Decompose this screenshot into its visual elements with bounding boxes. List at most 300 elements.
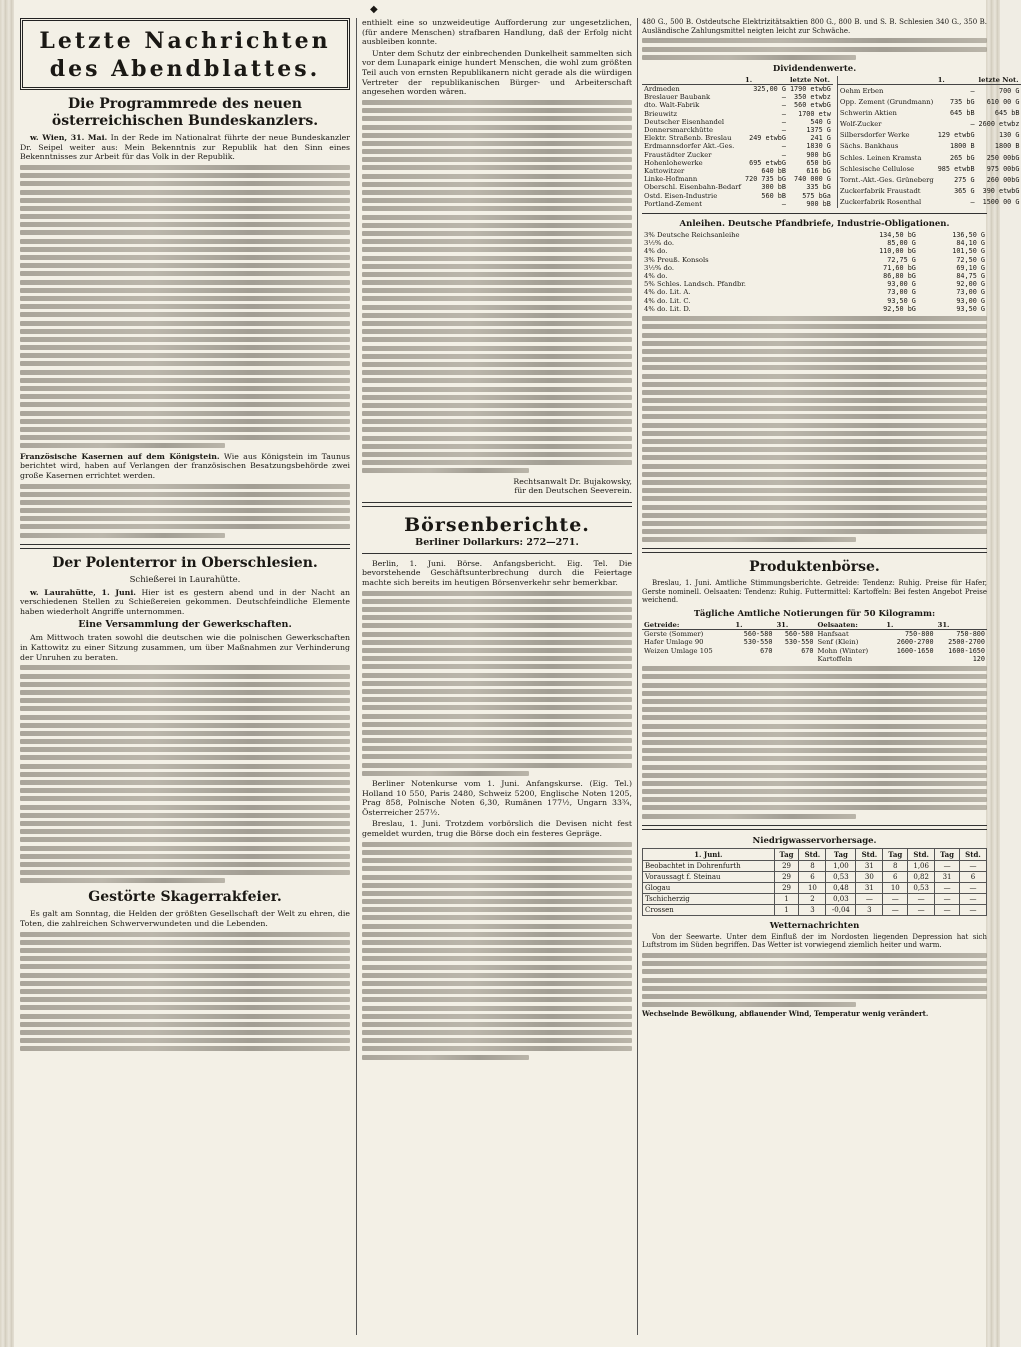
water-col-head: 1. Juni.	[643, 848, 775, 860]
water-cell: 8	[799, 860, 826, 871]
water-cell: —	[883, 893, 908, 904]
stock-price-last: 2600 etwbz	[978, 120, 1020, 129]
weather-forecast: Wechselnde Bewölkung, abflauender Wind, Temperatur wenig verändert.	[642, 1009, 929, 1019]
stock-price-last: 575 bGa	[802, 191, 831, 200]
headline-chancellor-speech: Die Programmrede des neuen österreichischen Bundeskanzlers.	[51, 96, 319, 129]
dollar-rate: Berliner Dollarkurs: 272—271.	[415, 536, 579, 548]
stock-name: Breslauer Baubank	[644, 93, 711, 102]
water-cell: Voraussagt f. Steinau	[643, 871, 775, 882]
water-col-head: Tag	[883, 848, 908, 860]
water-cell: 31	[856, 860, 883, 871]
stock-price: —	[970, 120, 975, 129]
stock-name: Wolf-Zucker	[839, 120, 882, 129]
stock-price: 720 735 bG	[745, 175, 786, 184]
stock-row	[837, 107, 1021, 118]
article-body-text	[642, 953, 987, 1007]
page-ornament: ◆	[370, 4, 378, 15]
article-body-text	[20, 484, 350, 538]
stock-price: 249 etwbG	[749, 134, 786, 143]
water-cell: —	[959, 860, 986, 871]
headline-polenterror: Der Polenterror in Oberschlesien.	[52, 554, 318, 571]
column-rule	[637, 18, 638, 1335]
column-3	[642, 18, 1020, 1335]
grain-cell: 670	[760, 646, 773, 655]
bond-price: 134,50 bG	[879, 231, 916, 239]
stock-price: 129 etwbG	[937, 131, 975, 140]
water-cell: 0,53	[826, 871, 856, 882]
bonds-table	[642, 231, 987, 313]
article-lead: w. Laurahütte, 1. Juni. Hier ist es gestern abend und in der Nacht an verschiedenen Stellen zu Schießereien gekommen. Deutschfeindliche Elemente haben wiederholt Angriffe unternommen.	[20, 587, 350, 616]
grain-cell: 2600-2700	[896, 638, 934, 647]
stock-price: —	[781, 199, 786, 208]
table-body-text	[642, 316, 987, 542]
bond-name: 3½% do.	[644, 263, 675, 272]
grain-cell: 120	[972, 654, 985, 663]
stock-name: Sächs. Bankhaus	[839, 142, 899, 151]
dividend-table-right	[837, 76, 1021, 208]
water-cell: 3	[799, 904, 826, 915]
col-head: letzte Not.	[788, 76, 833, 85]
col-head: 1.	[743, 76, 788, 85]
grain-table	[642, 621, 987, 663]
article-continuation: enthielt eine so unzweideutige Aufforderung zur ungesetzlichen, (für andere Menschen) strafbaren Handlung, daß der Erfolg nicht ausbleiben konnte.	[362, 18, 632, 47]
stock-name: Ardmeden	[644, 84, 680, 93]
weather-report: Von der Seewarte. Unter dem Einfluß der im Nordosten liegenden Depression hat sich Luftstrom im Süden begriffen. Das Wetter ist vorwiegend ziemlich heiter und warm.	[642, 932, 987, 950]
water-cell: 29	[774, 871, 799, 882]
col-head: 1.	[936, 76, 977, 85]
column-rule	[356, 18, 357, 1335]
product-report: Breslau, 1. Juni. Amtliche Stimmungsberichte. Getreide: Tendenz: Ruhig. Preise für Hafer, Gerste nominell. Oelsaaten: Tendenz: Ruhig. Futtermittel: Kartoffeln: Bei festen Angebot Preise weichend.	[642, 579, 987, 605]
water-cell: 29	[774, 860, 799, 871]
stock-price-last: 540 G	[810, 117, 831, 126]
grain-col-head: Getreide:	[642, 621, 733, 630]
stock-price: —	[781, 93, 786, 102]
grain-col-head: 1.	[733, 621, 774, 630]
stock-row	[642, 167, 833, 175]
water-cell: —	[883, 904, 908, 915]
stock-name: Ostd. Eisen-Industrie	[644, 191, 718, 200]
stock-name: Zuckerfabrik Fraustadt	[839, 187, 921, 196]
article-body-text	[642, 666, 987, 818]
stock-price-last: 250 00bG	[986, 153, 1020, 162]
divider	[642, 213, 987, 214]
grain-row	[642, 647, 987, 655]
bond-price-last: 92,00 G	[956, 280, 985, 289]
stock-name: Kattowitzer	[644, 166, 685, 175]
stock-row	[642, 159, 833, 167]
bond-row	[642, 272, 987, 280]
water-cell: —	[908, 893, 935, 904]
grain-cell	[884, 655, 935, 663]
bond-price-last: 73,00 G	[956, 288, 985, 297]
section-divider	[642, 548, 987, 553]
stock-price: 365 G	[954, 187, 975, 196]
bond-row	[642, 280, 987, 288]
grain-cell: Weizen Umlage 105	[644, 646, 713, 655]
stock-name: Silbersdorfer Werke	[839, 131, 910, 140]
bond-row	[642, 256, 987, 264]
stock-row	[642, 126, 833, 134]
berlin-notenkurse: Berliner Notenkurse vom 1. Juni. Anfangskurse. (Eig. Tel.) Holland 10 550, Paris 2480, Schweiz 5200, Englische Noten 1205, Prag 858, Polnische Noten 6,30, Rumänen 177½, Ungarn 33¾, Österreicher 257½.	[362, 779, 632, 817]
water-cell: 3	[856, 904, 883, 915]
water-cell: 6	[883, 871, 908, 882]
bond-price: 92,50 bG	[883, 304, 916, 313]
water-row	[643, 893, 987, 904]
grain-cell	[733, 655, 774, 663]
water-cell: 2	[799, 893, 826, 904]
bond-price: 93,50 G	[887, 296, 916, 305]
water-cell: —	[935, 882, 960, 893]
bond-price-last: 84,10 G	[956, 239, 985, 248]
divider	[362, 553, 632, 554]
grain-cell: 750-800	[956, 630, 985, 639]
section-divider	[642, 825, 987, 830]
article-paragraph: Es galt am Sonntag, die Helden der größten Gesellschaft der Welt zu ehren, die Toten, die zahlreichen Schwerverwundeten und die Lebenden.	[20, 909, 350, 928]
stock-name: Oberschl. Eisenbahn-Bedarf	[644, 183, 742, 192]
water-cell: —	[856, 893, 883, 904]
stock-name: Erdmannsdorfer Akt.-Ges.	[644, 142, 735, 151]
stock-price: 640 bB	[761, 166, 786, 175]
stock-name: Tornt.-Akt.-Ges. Grüneberg	[839, 175, 934, 184]
bond-row	[642, 239, 987, 247]
column-1	[20, 18, 350, 1335]
grain-cell: 750-800	[904, 630, 934, 639]
water-col-head: Std.	[959, 848, 986, 860]
grain-cell	[642, 655, 733, 663]
grain-col-head: 1.	[884, 621, 935, 630]
section-title-produkten: Produktenbörse.	[749, 559, 880, 576]
bonds-table-title: Anleihen. Deutsche Pfandbriefe, Industrie-Obligationen.	[679, 219, 950, 229]
stock-price: —	[781, 109, 786, 118]
grain-row	[642, 630, 987, 639]
section-title-boerse: Börsenberichte.	[404, 513, 590, 536]
article-kasernen: Französische Kasernen auf dem Königstein. Wie aus Königstein im Taunus berichtet wird, haben auf Verlangen der französischen Besatzungsbehörde zwei große Kasernen errichtet werden.	[20, 451, 350, 480]
grain-cell: 530-550	[784, 638, 814, 647]
stock-price: 300 bB	[761, 183, 786, 192]
stock-price-last: 645 bB	[994, 108, 1020, 117]
article-body-text	[362, 100, 632, 473]
bond-price: 86,80 bG	[883, 272, 916, 281]
grain-cell: 560-580	[743, 630, 773, 639]
grain-table-title: Tägliche Amtliche Notierungen für 50 Kilogramm:	[693, 609, 936, 620]
bond-name: 3% Deutsche Reichsanleihe	[644, 231, 740, 239]
stock-row	[642, 151, 833, 159]
stock-name: Brieuwitz	[644, 109, 678, 118]
stock-row	[642, 93, 833, 101]
stock-row	[642, 134, 833, 142]
stock-name: Linke-Hofmann	[644, 175, 698, 184]
dividend-table-title: Dividendenwerte.	[772, 63, 857, 74]
water-col-head: Std.	[856, 848, 883, 860]
water-col-head: Std.	[799, 848, 826, 860]
stock-price: —	[970, 86, 975, 95]
stock-price-last: 975 00bG	[986, 164, 1020, 173]
stock-name: Hohenlohewerke	[644, 158, 703, 167]
water-cell: 30	[856, 871, 883, 882]
signature-org: für den Deutschen Seeverein.	[514, 486, 632, 496]
bond-price-last: 93,50 G	[956, 304, 985, 313]
bond-row	[642, 231, 987, 239]
signature-name: Rechtsanwalt Dr. Bujakowsky,	[513, 476, 632, 486]
grain-cell: Hanfsaat	[817, 630, 849, 639]
stock-name: Fraustädter Zucker	[644, 150, 712, 159]
masthead-line-2: des Abendblattes.	[49, 56, 321, 82]
grain-cell: Kartoffeln	[817, 654, 853, 663]
weather-title: Wetternachrichten	[769, 920, 860, 931]
water-row	[643, 871, 987, 882]
water-forecast-table	[642, 848, 987, 916]
grain-cell: 1600-1650	[896, 646, 934, 655]
water-row	[643, 882, 987, 893]
stock-row	[837, 119, 1021, 130]
grain-cell: 2500-2700	[948, 638, 985, 647]
stock-name: dto. Walt-Fabrik	[644, 101, 700, 110]
bond-price: 110,00 bG	[879, 247, 916, 256]
stock-price-last: 1830 G	[806, 142, 831, 151]
stock-price: 985 etwbB	[937, 164, 975, 173]
grain-col-head: 31.	[774, 621, 815, 630]
stock-price-last: 1375 G	[806, 125, 831, 134]
water-cell: Crossen	[643, 904, 775, 915]
stock-price-last: 1790 etwbG	[789, 84, 831, 93]
stock-price: 560 bB	[761, 191, 786, 200]
water-cell: —	[959, 893, 986, 904]
water-row	[643, 904, 987, 915]
article-body-text	[642, 38, 987, 59]
col-head: letzte Not.	[977, 76, 1021, 85]
stock-row	[642, 110, 833, 118]
grain-col-head: Oelsaaten:	[815, 621, 884, 630]
water-cell: —	[959, 904, 986, 915]
water-cell: 6	[799, 871, 826, 882]
water-cell: Tschicherzig	[643, 893, 775, 904]
bond-name: 4% do. Lit. C.	[644, 296, 691, 305]
bond-row	[642, 297, 987, 305]
water-cell: Beobachtet in Dohrenfurth	[643, 860, 775, 871]
stock-row	[642, 175, 833, 183]
stock-name: Zuckerfabrik Rosenthal	[839, 198, 922, 207]
grain-cell: Senf (Klein)	[817, 638, 859, 647]
stock-name: Oehm Erben	[839, 86, 884, 95]
stock-name: Donnersmarckhütte	[644, 125, 713, 134]
stock-price-last: 335 bG	[806, 183, 831, 192]
water-cell: 10	[799, 882, 826, 893]
water-cell: —	[935, 860, 960, 871]
grain-cell: 670	[801, 646, 814, 655]
bond-price: 71,60 bG	[883, 263, 916, 272]
stock-price-last: 350 etwbz	[794, 93, 831, 102]
breslau-report: Breslau, 1. Juni. Trotzdem vorbörslich die Devisen nicht fest gemeldet wurden, trug die Börse doch ein festeres Gepräge.	[362, 819, 632, 838]
water-cell: —	[908, 904, 935, 915]
stock-price-last: 900 bB	[806, 199, 831, 208]
stock-price-last: 390 etwbG	[982, 187, 1020, 196]
bond-price-last: 101,50 G	[952, 247, 985, 256]
stock-name: Schles. Leinen Kramsta	[839, 153, 922, 162]
dividend-table-left	[642, 76, 833, 208]
water-cell: 1,06	[908, 860, 935, 871]
water-cell: —	[959, 882, 986, 893]
stock-row	[642, 200, 833, 208]
stock-price-last: 610 00 G	[986, 97, 1020, 106]
stock-price: —	[781, 142, 786, 151]
stock-name: Elektr. Straßenb. Breslau	[644, 134, 732, 143]
stock-row	[837, 174, 1021, 185]
stock-row	[837, 84, 1021, 96]
stock-name: Schwerin Aktien	[839, 108, 897, 117]
article-body-text	[362, 591, 632, 776]
article-paragraph: Unter dem Schutz der einbrechenden Dunkelheit sammelten sich vor dem Lunapark einige hundert Menschen, die wohl zum größten Teil auch von ernsten Republikanern nicht gerade als die würdigen Vertreter der republikanischen Bürger- und Arbeiterschaft angesehen worden wären.	[362, 48, 632, 97]
article-body-text	[20, 165, 350, 448]
stock-price: —	[781, 150, 786, 159]
water-cell: Glogau	[643, 882, 775, 893]
article-body-text	[20, 932, 350, 1052]
bond-name: 4% do. Lit. D.	[644, 304, 691, 313]
bond-row	[642, 288, 987, 296]
water-cell: 1,00	[826, 860, 856, 871]
stock-row	[642, 101, 833, 109]
bond-name: 4% do.	[644, 247, 668, 256]
article-body-text	[20, 665, 350, 883]
bond-name: 5% Schles. Landsch. Pfandbr.	[644, 280, 746, 289]
grain-cell: 1600-1650	[948, 646, 985, 655]
water-col-head: Tag	[774, 848, 799, 860]
headline-skagerrak: Gestörte Skagerrakfeier.	[88, 889, 282, 906]
stock-row	[837, 152, 1021, 163]
bond-price-last: 69,10 G	[956, 263, 985, 272]
stock-price-last: 700 G	[999, 86, 1020, 95]
stock-row	[642, 183, 833, 191]
water-col-head: Tag	[826, 848, 856, 860]
stock-price: 735 bG	[949, 97, 975, 106]
water-cell: 0,53	[908, 882, 935, 893]
water-cell: 0,03	[826, 893, 856, 904]
market-continuation: 480 G., 500 B. Ostdeutsche Elektrizitätsaktien 800 G., 800 B. und S. B. Schlesien 340 G., 350 B. Ausländische Zahlungsmittel neigten leicht zur Schwäche.	[642, 18, 987, 35]
water-cell: —	[935, 893, 960, 904]
bond-name: 3% Preuß. Konsols	[644, 255, 709, 264]
stock-price-last: 1700 etw	[798, 109, 831, 118]
bond-price-last: 136,50 G	[952, 231, 985, 239]
stock-row	[837, 130, 1021, 141]
water-table-title: Niedrigwasservorhersage.	[752, 835, 877, 846]
grain-row	[642, 655, 987, 663]
grain-cell: Hafer Umlage 90	[644, 638, 704, 647]
water-cell: 1	[774, 893, 799, 904]
water-cell: -0,04	[826, 904, 856, 915]
stock-row	[837, 186, 1021, 197]
stock-row	[642, 192, 833, 200]
bond-price: 72,75 G	[887, 255, 916, 264]
stock-row	[837, 96, 1021, 107]
grain-cell: Gerste (Sommer)	[644, 630, 704, 639]
stock-price-last: 1500 00 G	[982, 198, 1020, 207]
water-cell: 31	[856, 882, 883, 893]
article-body-text	[362, 842, 632, 1060]
section-divider	[362, 502, 632, 507]
stock-name: Schlesische Cellulose	[839, 164, 915, 173]
bond-row	[642, 305, 987, 313]
stock-name: Portland-Zement	[644, 199, 702, 208]
stock-row	[642, 142, 833, 150]
grain-cell: 560-580	[784, 630, 814, 639]
stock-row	[837, 163, 1021, 174]
section-divider	[20, 544, 350, 549]
stock-row	[837, 197, 1021, 208]
stock-price: —	[781, 117, 786, 126]
grain-col-head: 31.	[936, 621, 987, 630]
stock-name: Opp. Zement (Grundmann)	[839, 97, 934, 106]
binding-edge	[0, 0, 14, 1347]
stock-price: 275 G	[954, 175, 975, 184]
berlin-report: Berlin, 1. Juni. Börse. Anfangsbericht. Eig. Tel. Die bevorstehende Geschäftsunterbrechung durch die Feiertage machte sich bereits im heutigen Börsenverkehr sehr bemerkbar.	[362, 558, 632, 587]
bond-price-last: 93,00 G	[956, 296, 985, 305]
dividend-tables	[642, 75, 1020, 208]
bond-name: 4% do.	[644, 272, 668, 281]
water-cell: 0,48	[826, 882, 856, 893]
bond-price-last: 72,50 G	[956, 255, 985, 264]
stock-price-last: 650 bG	[806, 158, 831, 167]
bond-price: 73,00 G	[887, 288, 916, 297]
stock-price-last: 1800 B	[994, 142, 1020, 151]
stock-price-last: 560 etwbG	[794, 101, 831, 110]
subheadline: Schießerei in Laurahütte.	[129, 574, 241, 585]
subsection-title: Eine Versammlung der Gewerkschaften.	[78, 619, 292, 631]
water-cell: 8	[883, 860, 908, 871]
signature-block	[362, 477, 632, 496]
stock-price-last: 130 G	[999, 131, 1020, 140]
grain-cell: 530-550	[743, 638, 773, 647]
stock-name: Deutscher Eisenhandel	[644, 117, 725, 126]
bond-name: 3½% do.	[644, 239, 675, 248]
article-paragraph: Am Mittwoch traten sowohl die deutschen wie die polnischen Gewerkschaften in Kattowitz zu einer Sitzung zusammen, um über Maßnahmen zur Verhinderung der Unruhen zu beraten.	[20, 633, 350, 662]
bond-name: 4% do. Lit. A.	[644, 288, 691, 297]
stock-price: —	[781, 125, 786, 134]
stock-price: —	[970, 198, 975, 207]
grain-cell	[774, 655, 815, 663]
column-2	[362, 18, 632, 1335]
water-col-head: Std.	[908, 848, 935, 860]
water-cell: 6	[959, 871, 986, 882]
stock-price-last: 616 bG	[806, 166, 831, 175]
masthead-line-1: Letzte Nachrichten	[39, 28, 331, 54]
bond-price: 85,00 G	[887, 239, 916, 248]
stock-price-last: 900 bG	[806, 150, 831, 159]
stock-price: 695 etwbG	[749, 158, 786, 167]
water-row	[643, 860, 987, 871]
water-cell: 0,82	[908, 871, 935, 882]
stock-price-last: 241 G	[810, 134, 831, 143]
water-col-head: Tag	[935, 848, 960, 860]
stock-price-last: 740 000 G	[794, 175, 831, 184]
bond-row	[642, 264, 987, 272]
water-cell: 10	[883, 882, 908, 893]
article-lead: w. Wien, 31. Mai. In der Rede im Nationalrat führte der neue Bundeskanzler Dr. Seipel weiter aus: Mein Bekenntnis zur Republik hat den Sinn eines Bekenntnisses zur Arbeit für das Volk in der Republik.	[20, 133, 350, 162]
water-cell: 1	[774, 904, 799, 915]
bond-price: 93,00 G	[887, 280, 916, 289]
grain-cell: Mohn (Winter)	[817, 646, 869, 655]
stock-row	[642, 84, 833, 93]
water-cell: 29	[774, 882, 799, 893]
stock-row	[837, 141, 1021, 152]
grain-row	[642, 638, 987, 646]
stock-price: 1800 B	[949, 142, 975, 151]
stock-price: 325,00 G	[753, 84, 786, 93]
bond-price-last: 84,75 G	[956, 272, 985, 281]
water-cell: 31	[935, 871, 960, 882]
water-cell: —	[935, 904, 960, 915]
stock-price-last: 260 00bG	[986, 175, 1020, 184]
stock-row	[642, 118, 833, 126]
stock-price: 645 bB	[949, 108, 975, 117]
